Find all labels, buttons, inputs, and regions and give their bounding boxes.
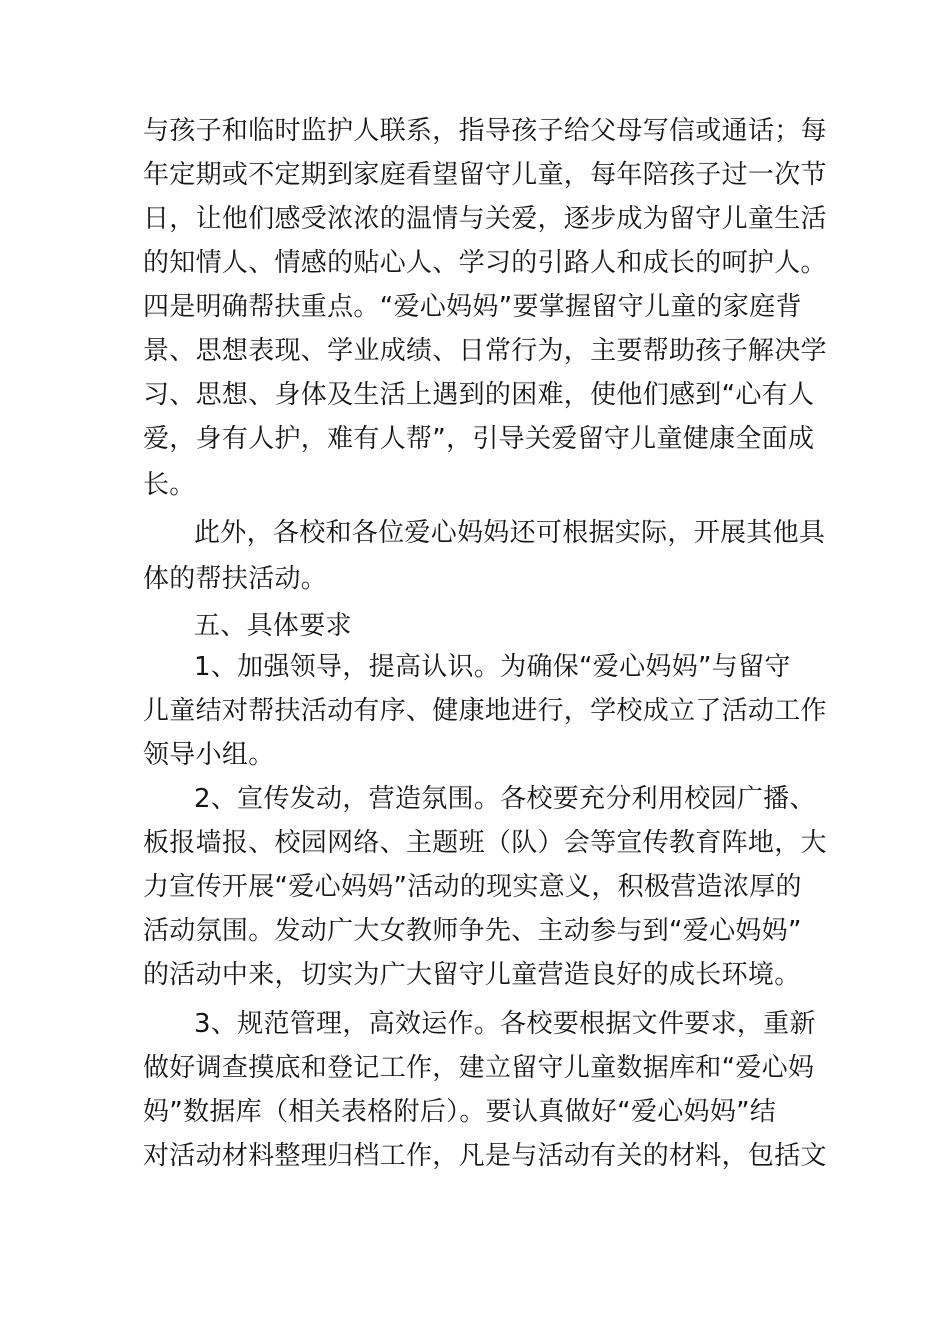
text-line: 习、思想、身体及生活上遇到的困难，使他们感到“心有人: [143, 380, 815, 410]
text-line: 对活动材料整理归档工作，凡是与活动有关的材料，包括文: [143, 1141, 827, 1171]
text-line: 爱，身有人护，难有人帮”，引导关爱留守儿童健康全面成: [143, 424, 815, 454]
paragraph-first-line: 3、规范管理，高效运作。各校要根据文件要求，重新: [194, 1009, 816, 1039]
text-line: 日，让他们感受浓浓的温情与关爱，逐步成为留守儿童生活: [143, 204, 827, 234]
text-line: 四是明确帮扶重点。“爱心妈妈”要掌握留守儿童的家庭背: [143, 292, 802, 322]
section-heading: 五、具体要求: [194, 611, 352, 641]
text-line: 年定期或不定期到家庭看望留守儿童，每年陪孩子过一次节: [143, 160, 827, 190]
text-line: 的活动中来，切实为广大留守儿童营造良好的成长环境。: [143, 960, 801, 990]
text-line: 力宣传开展“爱心妈妈”活动的现实意义，积极营造浓厚的: [143, 872, 802, 902]
text-line: 体的帮扶活动。: [143, 564, 328, 594]
paragraph-first-line: 此外，各校和各位爱心妈妈还可根据实际，开展其他具: [194, 518, 826, 548]
text-line: 领导小组。: [143, 740, 275, 770]
text-line: 板报墙报、校园网络、主题班（队）会等宣传教育阵地，大: [143, 828, 827, 858]
text-line: 景、思想表现、学业成绩、日常行为，主要帮助孩子解决学: [143, 336, 827, 366]
text-line: 长。: [143, 470, 196, 500]
text-line: 与孩子和临时监护人联系，指导孩子给父母写信或通话；每: [143, 116, 827, 146]
text-line: 活动氛围。发动广大女教师争先、主动参与到“爱心妈妈”: [143, 916, 802, 946]
paragraph-first-line: 1、加强领导，提高认识。为确保“爱心妈妈”与留守: [194, 652, 791, 682]
text-line: 儿童结对帮扶活动有序、健康地进行，学校成立了活动工作: [143, 696, 827, 726]
paragraph-first-line: 2、宣传发动，营造氛围。各校要充分利用校园广播、: [194, 784, 816, 814]
text-line: 妈”数据库（相关表格附后）。要认真做好“爱心妈妈”结: [143, 1097, 777, 1127]
text-line: 的知情人、情感的贴心人、学习的引路人和成长的呵护人。: [143, 248, 827, 278]
text-line: 做好调查摸底和登记工作，建立留守儿童数据库和“爱心妈: [143, 1053, 815, 1083]
